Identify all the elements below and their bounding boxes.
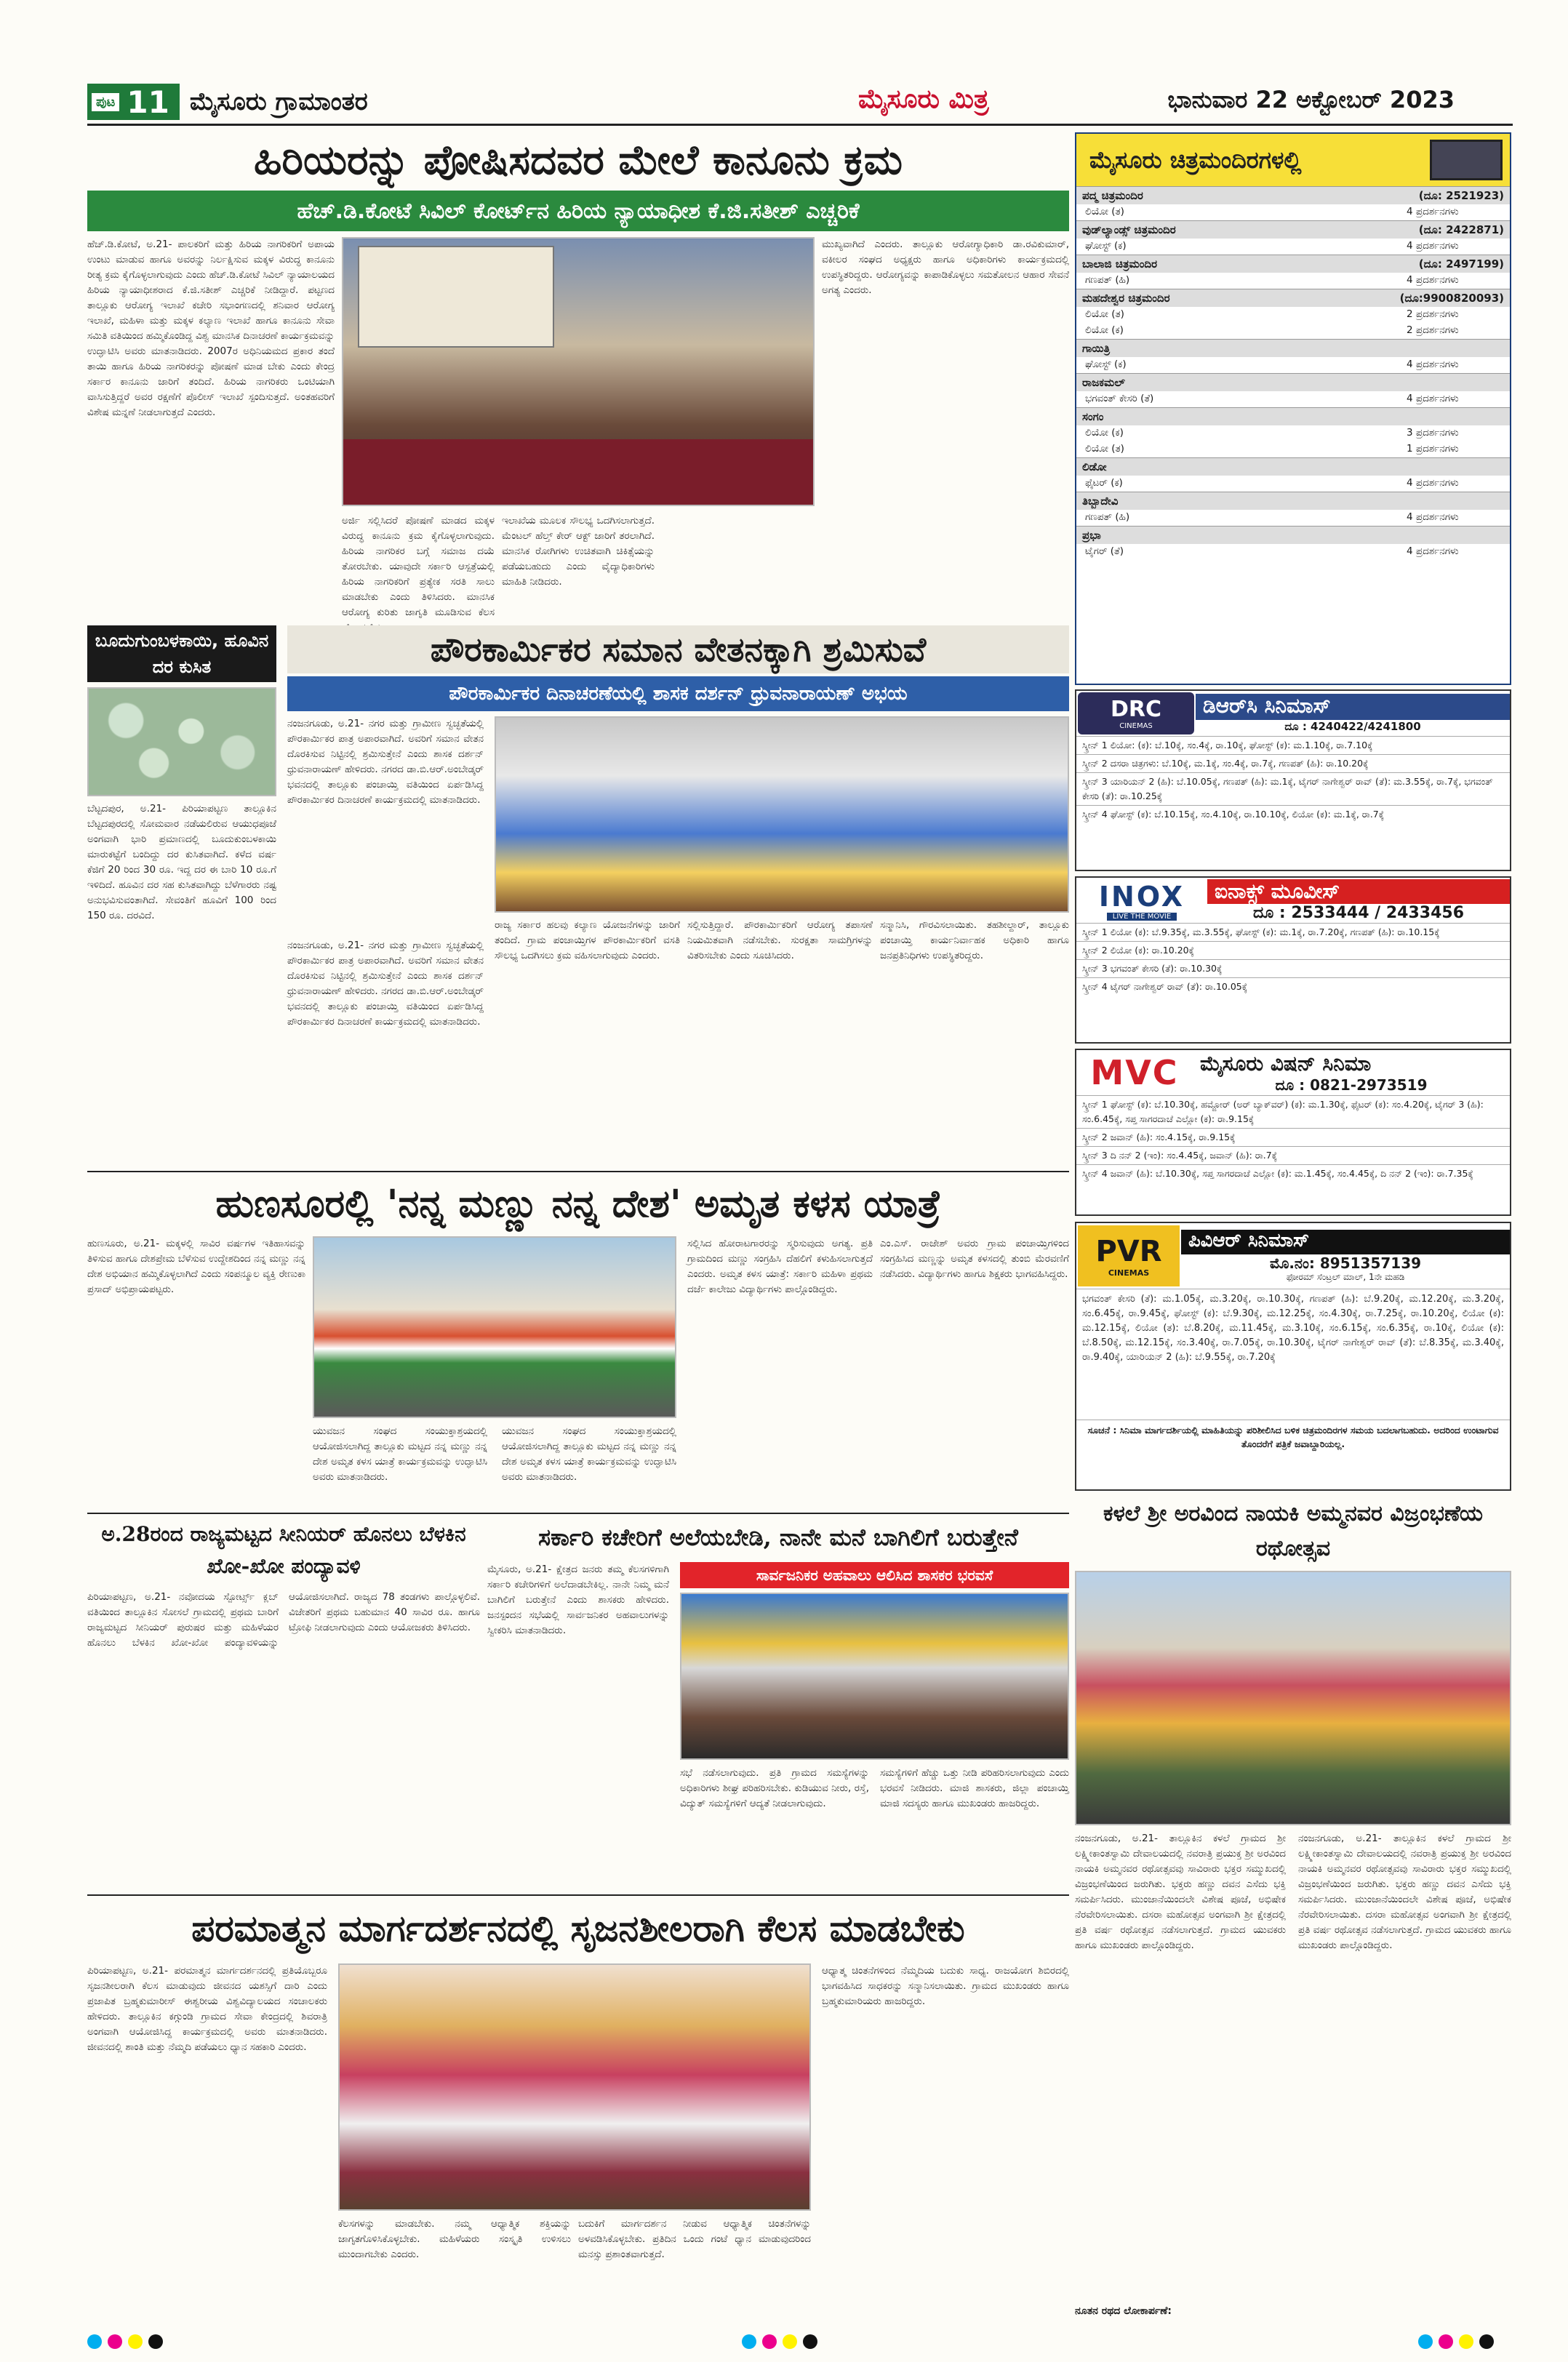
- drc-logo-text: DRC: [1110, 697, 1162, 722]
- film-shows: 3 ಪ್ರದರ್ಶನಗಳು: [1407, 427, 1459, 439]
- story6-headline: ಸರ್ಕಾರಿ ಕಚೇರಿಗೆ ಅಲೆಯಬೇಡಿ, ನಾನೇ ಮನೆ ಬಾಗಿಲಿಗೆ ಬರುತ್ತೇನೆ: [538, 1524, 1018, 1551]
- story2-subhead: ಪೌರಕಾರ್ಮಿಕರ ದಿನಾಚರಣೆಯಲ್ಲಿ ಶಾಸಕ ದರ್ಶನ್ ಧ್ರುವನಾರಾಯಣ್ ಅಭಯ: [287, 676, 1069, 711]
- cinema-header: [1076, 134, 1510, 186]
- mvc-logo: MVC: [1090, 1053, 1179, 1092]
- mvc-phone: ದೂ : 0821-2973519: [1275, 1076, 1428, 1094]
- pvr-logo: [1078, 1225, 1180, 1286]
- inox-logo: [1076, 879, 1207, 921]
- theatre-title: ಲಿಡೋ: [1082, 460, 1107, 473]
- page-number-box: [87, 84, 180, 120]
- theatre-title: ರಾಜಕಮಲ್: [1082, 376, 1125, 389]
- story2-col3: ಸಲ್ಲಿಸುತ್ತಿದ್ದಾರೆ. ಪೌರಕಾರ್ಮಿಕರಿಗೆ ಆರೋಗ್ಯ ತಪಾಸಣೆ ನಿಯಮಿತವಾಗಿ ನಡೆಸಬೇಕು. ಸುರಕ್ಷತಾ ಸಾಮಗ್ರಿಗಳನ್ನು ವಿತರಿಸಬೇಕು ಎಂದು ಸೂಚಿಸಿದರು.: [687, 919, 873, 961]
- cyan-dot: [1418, 2334, 1433, 2349]
- theatre-title: ಬಾಲಾಜಿ ಚಿತ್ರಮಂದಿರ: [1082, 257, 1158, 271]
- newspaper-logo: ಮೈಸೂರು ಮಿತ್ರ: [858, 84, 989, 114]
- film-shows: 4 ಪ್ರದರ್ಶನಗಳು: [1407, 274, 1459, 286]
- theatre-name: [1076, 492, 1510, 510]
- story5-headline: ಅ.28ರಂದ ರಾಜ್ಯಮಟ್ಟದ ಸೀನಿಯರ್ ಹೊನಲು ಬೆಳಕಿನ ಖೋ-ಖೋ ಪಂದ್ಯಾವಳಿ: [101, 1522, 466, 1578]
- theatre-title: ಗಾಯಿತ್ರಿ: [1082, 342, 1111, 355]
- film-shows: 4 ಪ್ರದರ್ಶನಗಳು: [1407, 206, 1459, 217]
- story7-col2: ನಂಜನಗೂಡು, ಅ.21- ತಾಲ್ಲೂಕಿನ ಕಳಲೆ ಗ್ರಾಮದ ಶ್ರೀ ಲಕ್ಷ್ಮೀಕಾಂತಸ್ವಾಮಿ ದೇವಾಲಯದಲ್ಲಿ ನವರಾತ್ರಿ ಪ್ರಯುಕ್ತ ಶ್ರೀ ಅರವಿಂದ ನಾಯಕಿ ಅಮ್ಮನವರ ರಥೋತ್ಸವವು ಸಾವಿರಾರು ಭಕ್ತರ ಸಮ್ಮುಖದಲ್ಲಿ ವಿಜ್ರಂಭಣೆಯಿಂದ ಜರುಗಿತು. ಭಕ್ತರು ಹಣ್ಣು ದವನ ಎಸೆದು ಭಕ್ತಿ ಸಮರ್ಪಿಸಿದರು. ಮುಂಜಾನೆಯಿಂದಲೇ ವಿಶೇಷ ಪೂಜೆ, ಅಭಿಷೇಕ ನೆರವೇರಿಸಲಾಯಿತು. ದಸರಾ ಮಹೋತ್ಸವ ಅಂಗವಾಗಿ ಶ್ರೀ ಕ್ಷೇತ್ರದಲ್ಲಿ ಪ್ರತಿ ವರ್ಷ ರಥೋತ್ಸವ ನಡೆಸಲಾಗುತ್ತದೆ. ಗ್ರಾಮದ ಯುವಕರು ಹಾಗೂ ಮುಖಂಡರು ಪಾಲ್ಗೊಂಡಿದ್ದರು.: [1298, 1833, 1511, 1951]
- brahmakumaris-event-photo: [338, 1963, 811, 2211]
- mvc-title: ಮೈಸೂರು ವಿಷನ್ ಸಿನಿಮಾ: [1200, 1052, 1372, 1076]
- film-title: ಗಣಪತ್ (ಹಿ): [1085, 511, 1130, 523]
- inox-ad: [1075, 876, 1511, 1044]
- story8-col2: ಕೆಲಸಗಳನ್ನು ಮಾಡಬೇಕು. ನಮ್ಮ ಆಧ್ಯಾತ್ಮಿಕ ಶಕ್ತಿಯನ್ನು ಜಾಗೃತಗೊಳಿಸಿಕೊಳ್ಳಬೇಕು. ಮಹಿಳೆಯರು ಸಂಸ್ಕೃತಿ ಉಳಿಸಲು ಮುಂದಾಗಬೇಕು ಎಂದರು.: [338, 2218, 571, 2260]
- pourakarmika-event-photo: [495, 716, 1069, 913]
- pvr-phone: ಮೊ.ನಂ: 8951357139: [1269, 1254, 1422, 1272]
- showtime-row: ಸ್ಕ್ರೀನ್ 4 ಘೋಸ್ಟ್ (ಕ): ಬೆ.10.15ಕ್ಕೆ, ಸಂ.4.10ಕ್ಕೆ, ರಾ.10.10ಕ್ಕೆ, ಲಿಯೋ (ಕ): ಮ.1ಕ್ಕೆ, ರಾ.7ಕ್ಕೆ: [1076, 805, 1510, 823]
- film-title: ಟೈಗರ್ (ತೆ): [1085, 545, 1124, 557]
- film-shows: 2 ಪ್ರದರ್ಶನಗಳು: [1407, 308, 1459, 320]
- story8-col1: ಪಿರಿಯಾಪಟ್ಟಣ, ಅ.21- ಪರಮಾತ್ಮನ ಮಾರ್ಗದರ್ಶನದಲ್ಲಿ ಪ್ರತಿಯೊಬ್ಬರೂ ಸೃಜನಶೀಲರಾಗಿ ಕೆಲಸ ಮಾಡುವುದು ಜೀವನದ ಯಶಸ್ಸಿಗೆ ದಾರಿ ಎಂದು ಪ್ರಜಾಪಿತ ಬ್ರಹ್ಮಕುಮಾರೀಸ್ ಈಶ್ವರೀಯ ವಿಶ್ವವಿದ್ಯಾಲಯದ ಸಂಚಾಲಕರು ಹೇಳಿದರು. ತಾಲ್ಲೂಕಿನ ಕಗ್ಗುಂಡಿ ಗ್ರಾಮದ ಸೇವಾ ಕೇಂದ್ರದಲ್ಲಿ ಶಿವರಾತ್ರಿ ಅಂಗವಾಗಿ ಆಯೋಜಿಸಿದ್ದ ಕಾರ್ಯಕ್ರಮದಲ್ಲಿ ಅವರು ಮಾತನಾಡಿದರು. ಜೀವನದಲ್ಲಿ ಶಾಂತಿ ಮತ್ತು ನೆಮ್ಮದಿ ಪಡೆಯಲು ಧ್ಯಾನ ಸಹಕಾರಿ ಎಂದರು.: [87, 1965, 327, 2053]
- theatre-phone: (ದೂ:9900820093): [1399, 292, 1504, 305]
- film-row: [1076, 307, 1510, 323]
- drc-title: ಡಿಆರ್‌ಸಿ ಸಿನಿಮಾಸ್: [1196, 694, 1510, 720]
- story1-col4: ಮುಖ್ಯವಾಗಿದೆ ಎಂದರು. ತಾಲ್ಲೂಕು ಆರೋಗ್ಯಾಧಿಕಾರಿ ಡಾ.ರವಿಕುಮಾರ್, ವಕೀಲರ ಸಂಘದ ಅಧ್ಯಕ್ಷರು ಹಾಗೂ ಅಧಿಕಾರಿಗಳು ಕಾರ್ಯಕ್ರಮದಲ್ಲಿ ಉಪಸ್ಥಿತರಿದ್ದರು. ಆರೋಗ್ಯವನ್ನು ಕಾಪಾಡಿಕೊಳ್ಳಲು ಸಮತೋಲನ ಆಹಾರ ಸೇವನೆ ಅಗತ್ಯ ಎಂದರು.: [822, 239, 1069, 296]
- film-row: [1076, 544, 1510, 560]
- film-title: ಲಿಯೋ (ಕ): [1085, 427, 1124, 439]
- story1-headline: ಹಿರಿಯರನ್ನು ಪೋಷಿಸದವರ ಮೇಲೆ ಕಾನೂನು ಕ್ರಮ: [253, 136, 903, 184]
- film-title: ಘೋಸ್ಟ್ (ಕ): [1085, 359, 1127, 370]
- theatre-name: [1076, 526, 1510, 544]
- cinema-title: ಮೈಸೂರು ಚಿತ್ರಮಂದಿರಗಳಲ್ಲಿ: [1089, 145, 1302, 174]
- black-dot: [148, 2334, 163, 2349]
- theatre-title: ತಿಬ್ಬಾದೇವಿ: [1082, 495, 1119, 508]
- page-label: ಪುಟ: [92, 93, 119, 111]
- showtime-row: ಸ್ಕ್ರೀನ್ 3 ದಿ ನನ್ 2 (ಇಂ): ಸಂ.4.45ಕ್ಕೆ, ಜವಾನ್ (ಹಿ): ರಾ.7ಕ್ಕೆ: [1076, 1146, 1510, 1164]
- mvc-showtimes: [1076, 1095, 1510, 1182]
- yatra-procession-photo: [313, 1236, 676, 1418]
- film-row: [1076, 476, 1510, 492]
- pvr-logo-sub: CINEMAS: [1108, 1268, 1150, 1278]
- inox-showtimes: [1076, 923, 1510, 996]
- mvc-ad: [1075, 1049, 1511, 1216]
- page-number: 11: [127, 84, 169, 120]
- theatre-title: ಪ್ರಭಾ: [1082, 529, 1101, 542]
- registration-marks-center: [742, 2334, 829, 2350]
- inox-title: ಐನಾಕ್ಸ್ ಮೂವೀಸ್: [1207, 879, 1510, 904]
- story8-col3: ಬದುಕಿಗೆ ಮಾರ್ಗದರ್ಶನ ನೀಡುವ ಆಧ್ಯಾತ್ಮಿಕ ಚಿಂತನೆಗಳನ್ನು ಅಳವಡಿಸಿಕೊಳ್ಳಬೇಕು. ಪ್ರತಿದಿನ ಒಂದು ಗಂಟೆ ಧ್ಯಾನ ಮಾಡುವುದರಿಂದ ಮನಸ್ಸು ಪ್ರಶಾಂತವಾಗುತ್ತದೆ.: [578, 2218, 811, 2260]
- film-title: ಘೋಸ್ಟ್ (ಕ): [1085, 240, 1127, 252]
- film-title: ಫೈಟರ್ (ಕ): [1085, 477, 1123, 489]
- janaspandana-photo: [680, 1593, 1069, 1760]
- registration-marks-left: [87, 2334, 175, 2350]
- story6-col2: ಸಭೆ ನಡೆಸಲಾಗುವುದು. ಪ್ರತಿ ಗ್ರಾಮದ ಸಮಸ್ಯೆಗಳನ್ನು ಅಧಿಕಾರಿಗಳು ಶೀಘ್ರ ಪರಿಹರಿಸಬೇಕು. ಕುಡಿಯುವ ನೀರು, ರಸ್ತೆ, ವಿದ್ಯುತ್ ಸಮಸ್ಯೆಗಳಿಗೆ ಆದ್ಯತೆ ನೀಡಲಾಗುವುದು.: [680, 1767, 869, 1809]
- pvr-address: ಫೋರಮ್ ಸೆಂಟ್ರಲ್ ಮಾಲ್, 1ನೇ ಮಹಡಿ: [1286, 1271, 1405, 1282]
- pvr-logo-text: PVR: [1095, 1234, 1162, 1268]
- pvr-ad: [1075, 1222, 1511, 1491]
- story4-col2: ಯುವಜನ ಸಂಘದ ಸಂಯುಕ್ತಾಶ್ರಯದಲ್ಲಿ ಆಯೋಜಿಸಲಾಗಿದ್ದ ತಾಲ್ಲೂಕು ಮಟ್ಟದ ನನ್ನ ಮಣ್ಣು ನನ್ನ ದೇಶ ಅಮೃತ ಕಳಸ ಯಾತ್ರೆ ಕಾರ್ಯಕ್ರಮವನ್ನು ಉದ್ಘಾಟಿಸಿ ಅವರು ಮಾತನಾಡಿದರು.: [313, 1425, 487, 1483]
- film-shows: 2 ಪ್ರದರ್ಶನಗಳು: [1407, 324, 1459, 336]
- film-row: [1076, 323, 1510, 339]
- drc-logo: [1078, 692, 1194, 734]
- drc-ad: [1075, 689, 1511, 871]
- story3-headline: ಬೂದುಗುಂಬಳಕಾಯಿ, ಹೂವಿನ ದರ ಕುಸಿತ: [87, 625, 276, 682]
- drc-logo-sub: CINEMAS: [1119, 722, 1153, 730]
- theatre-name: [1076, 255, 1510, 273]
- story4-headline: ಹುಣಸೂರಲ್ಲಿ 'ನನ್ನ ಮಣ್ಣು ನನ್ನ ದೇಶ' ಅಮೃತ ಕಳಸ ಯಾತ್ರೆ: [215, 1182, 941, 1226]
- film-row: [1076, 204, 1510, 220]
- theatre-title: ಸಂಗಂ: [1082, 410, 1104, 423]
- inox-logo-sub: LIVE THE MOVIE: [1107, 913, 1177, 921]
- registration-marks-right: [1418, 2334, 1505, 2350]
- film-shows: 4 ಪ್ರದರ್ಶನಗಳು: [1407, 545, 1459, 557]
- story6-subhead: ಸಾರ್ವಜನಿಕರ ಅಹವಾಲು ಆಲಿಸಿದ ಶಾಸಕರ ಭರವಸೆ: [680, 1562, 1069, 1588]
- theatre-phone: (ದೂ: 2521923): [1418, 189, 1504, 202]
- showtime-row: ಸ್ಕ್ರೀನ್ 3 ಯಾರಿಯನ್ 2 (ಹಿ): ಬೆ.10.05ಕ್ಕೆ, ಗಣಪತ್ (ಹಿ): ಮ.1ಕ್ಕೆ, ಟೈಗರ್ ನಾಗೇಶ್ವರ್ ರಾವ್ (ತೆ): ಮ.3.55ಕ್ಕೆ, ರಾ.7ಕ್ಕೆ, ಭಗವಂತ್ ಕೇಸರಿ (ತೆ): ರಾ.10.25ಕ್ಕೆ: [1076, 772, 1510, 805]
- film-row: [1076, 239, 1510, 255]
- story7-col1: ನಂಜನಗೂಡು, ಅ.21- ತಾಲ್ಲೂಕಿನ ಕಳಲೆ ಗ್ರಾಮದ ಶ್ರೀ ಲಕ್ಷ್ಮೀಕಾಂತಸ್ವಾಮಿ ದೇವಾಲಯದಲ್ಲಿ ನವರಾತ್ರಿ ಪ್ರಯುಕ್ತ ಶ್ರೀ ಅರವಿಂದ ನಾಯಕಿ ಅಮ್ಮನವರ ರಥೋತ್ಸವವು ಸಾವಿರಾರು ಭಕ್ತರ ಸಮ್ಮುಖದಲ್ಲಿ ವಿಜ್ರಂಭಣೆಯಿಂದ ಜರುಗಿತು. ಭಕ್ತರು ಹಣ್ಣು ದವನ ಎಸೆದು ಭಕ್ತಿ ಸಮರ್ಪಿಸಿದರು. ಮುಂಜಾನೆಯಿಂದಲೇ ವಿಶೇಷ ಪೂಜೆ, ಅಭಿಷೇಕ ನೆರವೇರಿಸಲಾಯಿತು. ದಸರಾ ಮಹೋತ್ಸವ ಅಂಗವಾಗಿ ಶ್ರೀ ಕ್ಷೇತ್ರದಲ್ಲಿ ಪ್ರತಿ ವರ್ಷ ರಥೋತ್ಸವ ನಡೆಸಲಾಗುತ್ತದೆ. ಗ್ರಾಮದ ಯುವಕರು ಹಾಗೂ ಮುಖಂಡರು ಪಾಲ್ಗೊಂಡಿದ್ದರು.: [1075, 1833, 1286, 1951]
- divider: [87, 1513, 1069, 1514]
- theatre-name: [1076, 339, 1510, 357]
- black-dot: [803, 2334, 817, 2349]
- story2-col1: ನಂಜನಗೂಡು, ಅ.21- ನಗರ ಮತ್ತು ಗ್ರಾಮೀಣ ಸ್ವಚ್ಛತೆಯಲ್ಲಿ ಪೌರಕಾರ್ಮಿಕರ ಪಾತ್ರ ಅಪಾರವಾಗಿದೆ. ಅವರಿಗೆ ಸಮಾನ ವೇತನ ದೊರಕಿಸುವ ನಿಟ್ಟಿನಲ್ಲಿ ಶ್ರಮಿಸುತ್ತೇನೆ ಎಂದು ಶಾಸಕ ದರ್ಶನ್ ಧ್ರುವನಾರಾಯಣ್ ಹೇಳಿದರು. ನಗರದ ಡಾ.ಬಿ.ಆರ್.ಅಂಬೇಡ್ಕರ್ ಭವನದಲ್ಲಿ ತಾಲ್ಲೂಕು ಪಂಚಾಯ್ತಿ ವತಿಯಿಂದ ಏರ್ಪಡಿಸಿದ್ದ ಪೌರಕಾರ್ಮಿಕರ ದಿನಾಚರಣೆ ಕಾರ್ಯಕ್ರಮದಲ್ಲಿ ಮಾತನಾಡಿದರು.: [287, 718, 484, 806]
- drc-phone: ದೂ : 4240422/4241800: [1284, 720, 1421, 733]
- theatre-phone: (ದೂ: 2497199): [1418, 257, 1504, 271]
- film-row: [1076, 273, 1510, 289]
- story7-headline: ಕಳಲೆ ಶ್ರೀ ಅರವಿಂದ ನಾಯಕಿ ಅಮ್ಮನವರ ವಿಜ್ರಂಭಣೆಯ ರಥೋತ್ಸವ: [1103, 1501, 1483, 1561]
- film-row: [1076, 391, 1510, 407]
- theatre-name: [1076, 220, 1510, 239]
- film-title: ಲಿಯೋ (ತ): [1085, 443, 1124, 455]
- story4-col2b: ಯುವಜನ ಸಂಘದ ಸಂಯುಕ್ತಾಶ್ರಯದಲ್ಲಿ ಆಯೋಜಿಸಲಾಗಿದ್ದ ತಾಲ್ಲೂಕು ಮಟ್ಟದ ನನ್ನ ಮಣ್ಣು ನನ್ನ ದೇಶ ಅಮೃತ ಕಳಸ ಯಾತ್ರೆ ಕಾರ್ಯಕ್ರಮವನ್ನು ಉದ್ಘಾಟಿಸಿ ಅವರು ಮಾತನಾಡಿದರು.: [502, 1425, 676, 1483]
- cyan-dot: [742, 2334, 756, 2349]
- inox-phone: ದೂ : 2533444 / 2433456: [1252, 903, 1465, 922]
- magenta-dot: [1439, 2334, 1453, 2349]
- yellow-dot: [1459, 2334, 1473, 2349]
- story6-col3: ಸಮಸ್ಯೆಗಳಿಗೆ ಹೆಚ್ಚು ಒತ್ತು ನೀಡಿ ಪರಿಹರಿಸಲಾಗುವುದು ಎಂದು ಭರವಸೆ ನೀಡಿದರು. ಮಾಜಿ ಶಾಸಕರು, ಜಿಲ್ಲಾ ಪಂಚಾಯ್ತಿ ಮಾಜಿ ಸದಸ್ಯರು ಹಾಗೂ ಮುಖಂಡರು ಹಾಜರಿದ್ದರು.: [880, 1767, 1069, 1809]
- masthead-rule: [87, 124, 1513, 126]
- theatre-title: ಪದ್ಮ ಚಿತ್ರಮಂದಿರ: [1082, 189, 1143, 202]
- magenta-dot: [762, 2334, 777, 2349]
- film-row: [1076, 425, 1510, 441]
- theatre-name: [1076, 457, 1510, 476]
- story2-col4: ಸನ್ಮಾನಿಸಿ, ಗೌರವಿಸಲಾಯಿತು. ತಹಶೀಲ್ದಾರ್, ತಾಲ್ಲೂಕು ಪಂಚಾಯ್ತಿ ಕಾರ್ಯನಿರ್ವಾಹಕ ಅಧಿಕಾರಿ ಹಾಗೂ ಜನಪ್ರತಿನಿಧಿಗಳು ಉಪಸ್ಥಿತರಿದ್ದರು.: [880, 919, 1069, 961]
- film-shows: 4 ಪ್ರದರ್ಶನಗಳು: [1407, 393, 1459, 404]
- drc-showtimes: [1076, 736, 1510, 823]
- film-title: ಗಣಪತ್ (ಹಿ): [1085, 274, 1130, 286]
- film-shows: 4 ಪ್ರದರ್ಶನಗಳು: [1407, 359, 1459, 370]
- story4-col1: ಹುಣಸೂರು, ಅ.21- ಮಕ್ಕಳಲ್ಲಿ ಸಾವಿರ ವರ್ಷಗಳ ಇತಿಹಾಸವನ್ನು ತಿಳಿಸುವ ಹಾಗೂ ದೇಶಪ್ರೇಮ ಬೆಳೆಸುವ ಉದ್ದೇಶದಿಂದ ನನ್ನ ಮಣ್ಣು ನನ್ನ ದೇಶ ಅಭಿಯಾನ ಹಮ್ಮಿಕೊಳ್ಳಲಾಗಿದೆ ಎಂದು ಸಂಪನ್ಮೂಲ ವ್ಯಕ್ತಿ ರೇಣುಕಾ ಪ್ರಸಾದ್ ಅಭಿಪ್ರಾಯಪಟ್ಟರು.: [87, 1238, 305, 1295]
- story6-col1: ಮೈಸೂರು, ಅ.21- ಕ್ಷೇತ್ರದ ಜನರು ತಮ್ಮ ಕೆಲಸಗಳಿಗಾಗಿ ಸರ್ಕಾರಿ ಕಚೇರಿಗಳಿಗೆ ಅಲೆದಾಡಬೇಕಿಲ್ಲ. ನಾನೇ ನಿಮ್ಮ ಮನೆ ಬಾಗಿಲಿಗೆ ಬರುತ್ತೇನೆ ಎಂದು ಶಾಸಕರು ಹೇಳಿದರು. ಜನಸ್ಪಂದನ ಸಭೆಯಲ್ಲಿ ಸಾರ್ವಜನಿಕರ ಅಹವಾಲುಗಳನ್ನು ಸ್ವೀಕರಿಸಿ ಮಾತನಾಡಿದರು.: [487, 1564, 669, 1636]
- pvr-note: ಸೂಚನೆ : ಸಿನಿಮಾ ಮಾರ್ಗದರ್ಶಿಯಲ್ಲಿ ಮಾಹಿತಿಯನ್ನು ಪರಿಶೀಲಿಸಿದ ಬಳಿಕ ಚಿತ್ರಮಂದಿರಗಳ ಸಮಯ ಬದಲಾಗಬಹುದು. ಅದರಿಂದ ಉಂಟಾಗುವ ತೊಂದರೆಗೆ ಪತ್ರಿಕೆ ಜವಾಬ್ದಾರಿಯಲ್ಲ.: [1076, 1420, 1510, 1454]
- showtime-row: ಸ್ಕ್ರೀನ್ 4 ಜವಾನ್ (ಹಿ): ಬೆ.10.30ಕ್ಕೆ, ಸಪ್ತ ಸಾಗರದಾಚೆ ಎಲ್ಲೋ (ಕ): ಮ.1.45ಕ್ಕೆ, ಸಂ.4.45ಕ್ಕೆ, ದಿ ನನ್ 2 (ಇಂ): ರಾ.7.35ಕ್ಕೆ: [1076, 1164, 1510, 1182]
- showtime-row: ಸ್ಕ್ರೀನ್ 3 ಭಗವಂತ್ ಕೇಸರಿ (ತೆ): ರಾ.10.30ಕ್ಕೆ: [1076, 959, 1510, 977]
- theatre-title: ಮಹದೇಶ್ವರ ಚಿತ್ರಮಂದಿರ: [1082, 292, 1170, 305]
- showtime-row: ಸ್ಕ್ರೀನ್ 1 ಲಿಯೋ (ಕ): ಬೆ.9.35ಕ್ಕೆ, ಮ.3.55ಕ್ಕೆ, ಘೋಸ್ಟ್ (ಕ): ಮ.1ಕ್ಕೆ, ರಾ.7.20ಕ್ಕೆ, ಗಣಪತ್ (ಹಿ): ರಾ.10.15ಕ್ಕೆ: [1076, 923, 1510, 941]
- divider: [87, 1171, 1069, 1172]
- theatre-name: [1076, 289, 1510, 307]
- story8-headline: ಪರಮಾತ್ಮನ ಮಾರ್ಗದರ್ಶನದಲ್ಲಿ ಸೃಜನಶೀಲರಾಗಿ ಕೆಲಸ ಮಾಡಬೇಕು: [191, 1907, 965, 1950]
- showtime-row: ಸ್ಕ್ರೀನ್ 2 ಲಿಯೋ (ಕ): ರಾ.10.20ಕ್ಕೆ: [1076, 941, 1510, 959]
- story1-col2: ಅರ್ಜಿ ಸಲ್ಲಿಸಿದರೆ ಪೋಷಣೆ ಮಾಡದ ಮಕ್ಕಳ ವಿರುದ್ಧ ಕಾನೂನು ಕ್ರಮ ಕೈಗೊಳ್ಳಲಾಗುವುದು. ಹಿರಿಯ ನಾಗರಿಕರ ಬಗ್ಗೆ ಸಮಾಜ ದಯೆ ತೋರಬೇಕು. ಯಾವುದೇ ಸರ್ಕಾರಿ ಆಸ್ಪತ್ರೆಯಲ್ಲಿ ಹಿರಿಯ ನಾಗರಿಕರಿಗೆ ಪ್ರತ್ಯೇಕ ಸರತಿ ಸಾಲು ಮಾಡಬೇಕು ಎಂದು ತಿಳಿಸಿದರು. ಮಾನಸಿಕ ಆರೋಗ್ಯ ಕುರಿತು ಜಾಗೃತಿ ಮೂಡಿಸುವ ಕೆಲಸ: [342, 515, 495, 618]
- film-reel-icon: [1430, 140, 1503, 180]
- pvr-showtimes: ಭಗವಂತ್ ಕೇಸರಿ (ತೆ): ಮ.1.05ಕ್ಕೆ, ಮ.3.20ಕ್ಕೆ, ರಾ.10.30ಕ್ಕೆ, ಗಣಪತ್ (ಹಿ): ಬೆ.9.20ಕ್ಕೆ, ಮ.12.20ಕ್ಕೆ, ಮ.3.20ಕ್ಕೆ, ಸಂ.6.45ಕ್ಕೆ, ರಾ.9.45ಕ್ಕೆ, ಘೋಸ್ಟ್ (ಕ): ಬೆ.9.30ಕ್ಕೆ, ಮ.12.25ಕ್ಕೆ, ಸಂ.4.30ಕ್ಕೆ, ರಾ.7.25ಕ್ಕೆ, ರಾ.10.20ಕ್ಕೆ, ಲಿಯೋ (ಕ): ಮ.12.15ಕ್ಕೆ, ಲಿಯೋ (ತ): ಬೆ.8.20ಕ್ಕೆ, ಮ.11.45ಕ್ಕೆ, ಮ.3.10ಕ್ಕೆ, ಸಂ.6.15ಕ್ಕೆ, ಸಂ.6.35ಕ್ಕೆ, ರಾ.10ಕ್ಕೆ, ಲಿಯೋ (ಕ): ಬೆ.8.50ಕ್ಕೆ, ಮ.12.15ಕ್ಕೆ, ಸಂ.3.40ಕ್ಕೆ, ರಾ.7.05ಕ್ಕೆ, ರಾ.10.30ಕ್ಕೆ, ಟೈಗರ್ ನಾಗೇಶ್ವರ್ ರಾವ್ (ತೆ): ಬೆ.8.35ಕ್ಕೆ, ಮ.3.40ಕ್ಕೆ, ರಾ.9.40ಕ್ಕೆ, ಯಾರಿಯನ್ 2 (ಹಿ): ಬೆ.9.55ಕ್ಕೆ, ರಾ.7.20ಕ್ಕೆ: [1076, 1289, 1510, 1420]
- divider: [87, 1894, 1069, 1896]
- section-title: ಮೈಸೂರು ಗ್ರಾಮಾಂತರ: [189, 87, 368, 116]
- story4-col3: ಸಲ್ಲಿಸಿದ ಹೋರಾಟಗಾರರನ್ನು ಸ್ಮರಿಸುವುದು ಅಗತ್ಯ. ಪ್ರತಿ ಗ್ರಾಮದಿಂದ ಮಣ್ಣು ಸಂಗ್ರಹಿಸಿ ದೆಹಲಿಗೆ ಕಳುಹಿಸಲಾಗುತ್ತದೆ ಎಂದರು. ಅಮೃತ ಕಳಸ ಯಾತ್ರೆ: ಸರ್ಕಾರಿ ಮಹಿಳಾ ಪ್ರಥಮ ದರ್ಜೆ ಕಾಲೇಜು ವಿದ್ಯಾರ್ಥಿಗಳು ಪಾಲ್ಗೊಂಡಿದ್ದರು.: [687, 1238, 873, 1295]
- yellow-dot: [783, 2334, 797, 2349]
- issue-date: ಭಾನುವಾರ 22 ಅಕ್ಟೋಬರ್ 2023: [1167, 86, 1455, 113]
- story7-caption: ನೂತನ ರಥದ ಲೋಕಾರ್ಪಣೆ:: [1075, 2305, 1172, 2317]
- inox-logo-text: INOX: [1098, 880, 1185, 913]
- story2-col2: ರಾಜ್ಯ ಸರ್ಕಾರ ಹಲವು ಕಲ್ಯಾಣ ಯೋಜನೆಗಳನ್ನು ಜಾರಿಗೆ ತಂದಿದೆ. ಗ್ರಾಮ ಪಂಚಾಯ್ತಿಗಳ ಪೌರಕಾರ್ಮಿಕರಿಗೆ ವಸತಿ ಸೌಲಭ್ಯ ಒದಗಿಸಲು ಕ್ರಮ ವಹಿಸಲಾಗುವುದು ಎಂದರು.: [495, 919, 680, 961]
- theatre-phone: (ದೂ: 2422871): [1418, 223, 1504, 236]
- film-title: ಲಿಯೋ (ತ): [1085, 308, 1124, 320]
- cyan-dot: [87, 2334, 102, 2349]
- film-row: [1076, 357, 1510, 373]
- showtime-row: ಸ್ಕ್ರೀನ್ 2 ದಸರಾ ಚಿತ್ರಗಳು: ಬೆ.10ಕ್ಕೆ, ಮ.1ಕ್ಕೆ, ಸಂ.4ಕ್ಕೆ, ರಾ.7ಕ್ಕೆ, ಗಣಪತ್ (ಹಿ): ರಾ.10.20ಕ್ಕೆ: [1076, 754, 1510, 772]
- film-title: ಭಗವಂತ್ ಕೇಸರಿ (ತೆ): [1085, 393, 1154, 404]
- film-title: ಲಿಯೋ (ತ): [1085, 206, 1124, 217]
- black-dot: [1479, 2334, 1494, 2349]
- banner-shape: [358, 246, 554, 348]
- film-row: [1076, 441, 1510, 457]
- showtime-row: ಸ್ಕ್ರೀನ್ 2 ಜವಾನ್ (ಹಿ): ಸಂ.4.15ಕ್ಕೆ, ರಾ.9.15ಕ್ಕೆ: [1076, 1128, 1510, 1146]
- cinema-listings: [1075, 132, 1511, 685]
- film-shows: 4 ಪ್ರದರ್ಶನಗಳು: [1407, 240, 1459, 252]
- story1-col3: ಇಲಾಖೆಯ ಮೂಲಕ ಸೌಲಭ್ಯ ಒದಗಿಸಲಾಗುತ್ತದೆ. ಮೆಂಟಲ್ ಹೆಲ್ತ್ ಕೇರ್ ಆಕ್ಟ್ ಜಾರಿಗೆ ತರಲಾಗಿದೆ. ಮಾನಸಿಕ ರೋಗಿಗಳು ಉಚಿತವಾಗಿ ಚಿಕಿತ್ಸೆಯನ್ನು ಪಡೆಯಬಹುದು ಎಂದು ವೈದ್ಯಾಧಿಕಾರಿಗಳು ಮಾಹಿತಿ ನೀಡಿದರು.: [502, 515, 655, 588]
- story4-col4: ಎಂ.ಎಸ್. ರಾಜೇಶ್ ಅವರು ಗ್ರಾಮ ಪಂಚಾಯ್ತಿಗಳಿಂದ ಸಂಗ್ರಹಿಸಿದ ಮಣ್ಣನ್ನು ಅಮೃತ ಕಳಸದಲ್ಲಿ ತುಂಬಿ ಮೆರವಣಿಗೆ ನಡೆಸಿದರು. ವಿದ್ಯಾರ್ಥಿಗಳು ಹಾಗೂ ಶಿಕ್ಷಕರು ಭಾಗವಹಿಸಿದ್ದರು.: [880, 1238, 1069, 1280]
- theatre-name: [1076, 407, 1510, 425]
- yellow-dot: [128, 2334, 143, 2349]
- showtime-row: ಸ್ಕ್ರೀನ್ 1 ಲಿಯೋ: (ಕ): ಬೆ.10ಕ್ಕೆ, ಸಂ.4ಕ್ಕೆ, ರಾ.10ಕ್ಕೆ, ಘೋಸ್ಟ್ (ಕ): ಮ.1.10ಕ್ಕೆ, ರಾ.7.10ಕ್ಕೆ: [1076, 736, 1510, 754]
- theatre-name: [1076, 186, 1510, 204]
- chariot-festival-photo: [1075, 1571, 1511, 1825]
- story1-subhead: ಹೆಚ್.ಡಿ.ಕೋಟೆ ಸಿವಿಲ್ ಕೋರ್ಟ್‌ನ ಹಿರಿಯ ನ್ಯಾಯಾಧೀಶ ಕೆ.ಜಿ.ಸತೀಶ್ ಎಚ್ಚರಿಕೆ: [87, 191, 1069, 231]
- theatre-list: [1076, 186, 1510, 560]
- story3-body: ಬೆಟ್ಟದಪುರ, ಅ.21- ಪಿರಿಯಾಪಟ್ಟಣ ತಾಲ್ಲೂಕಿನ ಬೆಟ್ಟದಪುರದಲ್ಲಿ ಸೋಮವಾರ ನಡೆಯಲಿರುವ ಆಯುಧಪೂಜೆ ಅಂಗವಾಗಿ ಭಾರಿ ಪ್ರಮಾಣದಲ್ಲಿ ಬೂದುಕುಂಬಳಕಾಯಿ ಮಾರುಕಟ್ಟೆಗೆ ಬಂದಿದ್ದು ದರ ಕುಸಿತವಾಗಿದೆ. ಕಳೆದ ವರ್ಷ ಕೆಜಿಗೆ 20 ರಿಂದ 30 ರೂ. ಇದ್ದ ದರ ಈ ಬಾರಿ 10 ರೂ.ಗೆ ಇಳಿದಿದೆ. ಹೂವಿನ ದರ ಸಹ ಕುಸಿತವಾಗಿದ್ದು ಬೆಳೆಗಾರರು ನಷ್ಟ ಅನುಭವಿಸುವಂತಾಗಿದೆ. ಸೇವಂತಿಗೆ ಹೂವಿಗೆ 100 ರಿಂದ 150 ರೂ. ದರವಿದೆ.: [87, 803, 276, 921]
- film-shows: 1 ಪ್ರದರ್ಶನಗಳು: [1407, 443, 1459, 455]
- table-cloth-shape: [343, 439, 813, 505]
- showtime-row: ಸ್ಕ್ರೀನ್ 4 ಟೈಗರ್ ನಾಗೇಶ್ವರ್ ರಾವ್ (ತೆ): ರಾ.10.05ಕ್ಕೆ: [1076, 977, 1510, 996]
- film-shows: 4 ಪ್ರದರ್ಶನಗಳು: [1407, 477, 1459, 489]
- story2-headline: ಪೌರಕಾರ್ಮಿಕರ ಸಮಾನ ವೇತನಕ್ಕಾಗಿ ಶ್ರಮಿಸುವೆ: [287, 625, 1069, 673]
- story2-col1b: ನಂಜನಗೂಡು, ಅ.21- ನಗರ ಮತ್ತು ಗ್ರಾಮೀಣ ಸ್ವಚ್ಛತೆಯಲ್ಲಿ ಪೌರಕಾರ್ಮಿಕರ ಪಾತ್ರ ಅಪಾರವಾಗಿದೆ. ಅವರಿಗೆ ಸಮಾನ ವೇತನ ದೊರಕಿಸುವ ನಿಟ್ಟಿನಲ್ಲಿ ಶ್ರಮಿಸುತ್ತೇನೆ ಎಂದು ಶಾಸಕ ದರ್ಶನ್ ಧ್ರುವನಾರಾಯಣ್ ಹೇಳಿದರು. ನಗರದ ಡಾ.ಬಿ.ಆರ್.ಅಂಬೇಡ್ಕರ್ ಭವನದಲ್ಲಿ ತಾಲ್ಲೂಕು ಪಂಚಾಯ್ತಿ ವತಿಯಿಂದ ಏರ್ಪಡಿಸಿದ್ದ ಪೌರಕಾರ್ಮಿಕರ ದಿನಾಚರಣೆ ಕಾರ್ಯಕ್ರಮದಲ್ಲಿ ಮಾತನಾಡಿದರು.: [287, 940, 484, 1028]
- pvr-title: ಪಿವಿಆರ್ ಸಿನಿಮಾಸ್: [1181, 1230, 1510, 1254]
- film-title: ಲಿಯೋ (ಕ): [1085, 324, 1124, 336]
- story8-col4: ಆಧ್ಯಾತ್ಮ ಚಿಂತನೆಗಳಿಂದ ನೆಮ್ಮದಿಯ ಬದುಕು ಸಾಧ್ಯ. ರಾಜಯೋಗ ಶಿಬಿರದಲ್ಲಿ ಭಾಗವಹಿಸಿದ ಸಾಧಕರನ್ನು ಸನ್ಮಾನಿಸಲಾಯಿತು. ಗ್ರಾಮದ ಮುಖಂಡರು ಹಾಗೂ ಬ್ರಹ್ಮಕುಮಾರಿಯರು ಹಾಜರಿದ್ದರು.: [822, 1965, 1069, 2007]
- magenta-dot: [108, 2334, 122, 2349]
- court-event-photo: [342, 237, 815, 506]
- film-row: [1076, 510, 1510, 526]
- story5-body: ಪಿರಿಯಾಪಟ್ಟಣ, ಅ.21- ನವೋದಯ ಸ್ಪೋರ್ಟ್ಸ್ ಕ್ಲಬ್ ವತಿಯಿಂದ ತಾಲ್ಲೂಕಿನ ಸೋಸಲೆ ಗ್ರಾಮದಲ್ಲಿ ಪ್ರಥಮ ಬಾರಿಗೆ ರಾಜ್ಯಮಟ್ಟದ ಸೀನಿಯರ್ ಪುರುಷರ ಮತ್ತು ಮಹಿಳೆಯರ ಹೊನಲು ಬೆಳಕಿನ ಖೋ-ಖೋ ಪಂದ್ಯಾವಳಿಯನ್ನು ಆಯೋಜಿಸಲಾಗಿದೆ. ರಾಜ್ಯದ 78 ತಂಡಗಳು ಪಾಲ್ಗೊಳ್ಳಲಿವೆ. ವಿಜೇತರಿಗೆ ಪ್ರಥಮ ಬಹುಮಾನ 40 ಸಾವಿರ ರೂ. ಹಾಗೂ ಟ್ರೋಫಿ ನೀಡಲಾಗುವುದು ಎಂದು ಆಯೋಜಕರು ತಿಳಿಸಿದರು.: [87, 1591, 480, 1649]
- theatre-name: [1076, 373, 1510, 391]
- showtime-row: ಸ್ಕ್ರೀನ್ 1 ಘೋಸ್ಟ್ (ಕ): ಬೆ.10.30ಕ್ಕೆ, ಹಮ್ಜೋರ್ (ಅರ್ ಬ್ಯಾಕ್‌ವರ್) (ಕ): ಮ.1.30ಕ್ಕೆ, ಫೈಟರ್ (ಕ): ಸಂ.4.20ಕ್ಕೆ, ಟೈಗರ್ 3 (ಹಿ): ಸಂ.6.45ಕ್ಕೆ, ಸಪ್ತ ಸಾಗರದಾಚೆ ಎಲ್ಲೋ (ಕ): ರಾ.9.15ಕ್ಕೆ: [1076, 1095, 1510, 1128]
- theatre-title: ವುಡ್‌ಲ್ಯಾಂಡ್ಸ್ ಚಿತ್ರಮಂದಿರ: [1082, 223, 1176, 236]
- story1-col1: ಹೆಚ್.ಡಿ.ಕೋಟೆ, ಅ.21- ಪಾಲಕರಿಗೆ ಮತ್ತು ಹಿರಿಯ ನಾಗರಿಕರಿಗೆ ಅಪಾಯ ಉಂಟು ಮಾಡುವ ಹಾಗೂ ಅವರನ್ನು ನಿರ್ಲಕ್ಷಿಸುವ ಮಕ್ಕಳ ವಿರುದ್ಧ ಕಾನೂನು ರೀತ್ಯ ಕ್ರಮ ಕೈಗೊಳ್ಳಲಾಗುವುದು ಎಂದು ಹೆಚ್.ಡಿ.ಕೋಟೆ ಸಿವಿಲ್ ನ್ಯಾಯಾಲಯದ ಹಿರಿಯ ನ್ಯಾಯಾಧೀಶರಾದ ಕೆ.ಜಿ.ಸತೀಶ್ ಎಚ್ಚರಿಕೆ ನೀಡಿದ್ದಾರೆ. ಪಟ್ಟಣದ ತಾಲ್ಲೂಕು ಆರೋಗ್ಯ ಇಲಾಖೆ ಕಚೇರಿ ಸಭಾಂಗಣದಲ್ಲಿ ಶನಿವಾರ ಆರೋಗ್ಯ ಇಲಾಖೆ, ಮಹಿಳಾ ಮತ್ತು ಮಕ್ಕಳ ಕಲ್ಯಾಣ ಇಲಾಖೆ ಹಾಗೂ ಕಾನೂನು ಸೇವಾ ಸಮಿತಿ ವತಿಯಿಂದ ಹಮ್ಮಿಕೊಂಡಿದ್ದ ವಿಶ್ವ ಮಾನಸಿಕ ದಿನಾಚರಣೆ ಕಾರ್ಯಕ್ರಮವನ್ನು ಉದ್ಘಾಟಿಸಿ ಅವರು ಮಾತನಾಡಿದರು. 2007ರ ಅಧಿನಿಯಮದ ಪ್ರಕಾರ ತಂದೆ ತಾಯಿ ಹಾಗೂ ಹಿರಿಯ ನಾಗರಿಕರನ್ನು ಪೋಷಣೆ ಮಾಡ ಬೇಕು ಎಂದು ಕೇಂದ್ರ ಸರ್ಕಾರ ಕಾನೂನು ಜಾರಿಗೆ ತಂದಿದೆ. ಹಿರಿಯ ನಾಗರಿಕರು ಒಂಟಿಯಾಗಿ ವಾಸಿಸುತ್ತಿದ್ದರೆ ಅವರ ರಕ್ಷಣೆಗೆ ಪೊಲೀಸ್ ಇಲಾಖೆ ಸ್ಪಂದಿಸುತ್ತದೆ. ಅಂತಹವರಿಗೆ ವಿಶೇಷ ಮನ್ನಣೆ ನೀಡಲಾಗುತ್ತದೆ ಎಂದರು.: [87, 239, 335, 418]
- masthead: [87, 81, 1455, 122]
- pumpkin-photo: [87, 687, 276, 796]
- film-shows: 4 ಪ್ರದರ್ಶನಗಳು: [1407, 511, 1459, 523]
